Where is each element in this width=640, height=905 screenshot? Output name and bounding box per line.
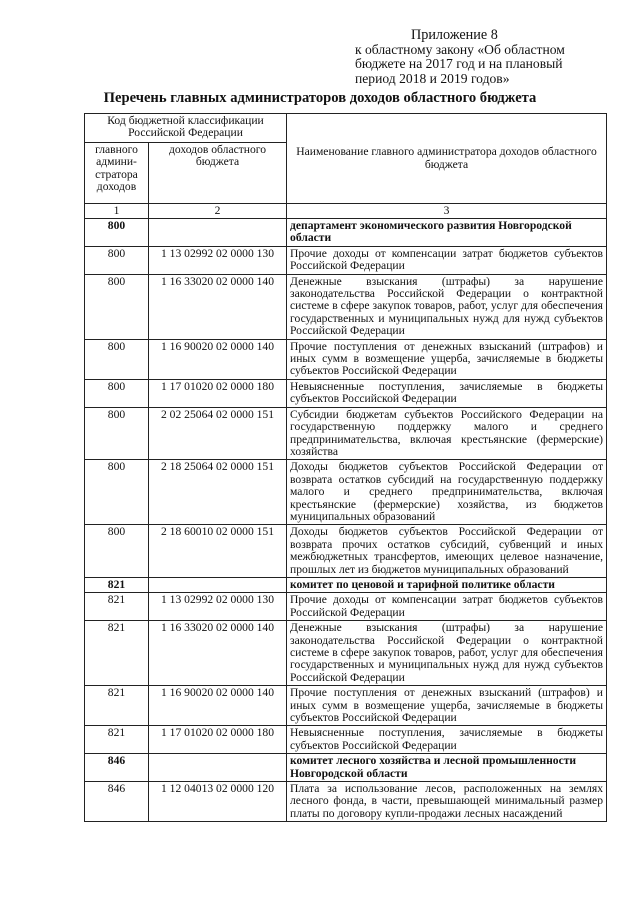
table-row — [85, 621, 607, 686]
income-code-cell: 1 13 02992 02 0000 130 — [149, 246, 287, 274]
income-code-cell — [149, 754, 287, 782]
admin-name-cell: Доходы бюджетов субъектов Российской Федерации от возврата прочих остатков субсидий, субвенций и иных межбюджетных трансфертов, имеющих целевое назначение, прошлых лет из бюджетов муниципальных образований — [287, 525, 607, 578]
table-row — [85, 246, 607, 274]
admin-code-cell: 800 — [85, 246, 149, 274]
kbk-header: Код бюджетной классификации Российской Федерации — [85, 114, 287, 143]
appendix-line: бюджете на 2017 год и на плановый — [355, 56, 563, 71]
income-code-cell: 1 12 04013 02 0000 120 — [149, 782, 287, 822]
admin-code-cell: 821 — [85, 621, 149, 686]
income-code-cell: 1 16 33020 02 0000 140 — [149, 274, 287, 339]
section-row — [85, 219, 607, 247]
admin-name-cell: Прочие поступления от денежных взысканий (штрафов) и иных сумм в возмещение ущерба, зачисляемые в бюджеты субъектов Российской Федерации — [287, 339, 607, 379]
admin-name-cell: Невыясненные поступления, зачисляемые в бюджеты субъектов Российской Федерации — [287, 379, 607, 407]
admin-name-cell: департамент экономического развития Новгородской области — [287, 219, 607, 247]
income-code-header: доходов областного бюджета — [149, 143, 287, 204]
admin-code-cell: 800 — [85, 379, 149, 407]
admin-code-header: главного админи-стратора доходов — [85, 143, 149, 204]
admin-name-cell: Субсидии бюджетам субъектов Российского Федерации на государственную поддержку малого и среднего предпринимательства, включая крестьянские (фермерские) хозяйства — [287, 407, 607, 460]
income-code-cell — [149, 577, 287, 592]
income-code-cell: 1 17 01020 02 0000 180 — [149, 379, 287, 407]
admin-code-cell: 800 — [85, 219, 149, 247]
income-code-cell: 2 18 25064 02 0000 151 — [149, 460, 287, 525]
section-row — [85, 577, 607, 592]
table-row — [85, 726, 607, 754]
admin-name-cell: Прочие доходы от компенсации затрат бюджетов субъектов Российской Федерации — [287, 593, 607, 621]
admin-code-cell: 800 — [85, 407, 149, 460]
appendix-line: Приложение 8 — [411, 27, 498, 43]
admin-name-cell: Доходы бюджетов субъектов Российской Федерации от возврата остатков субсидий на государственную поддержку малого и среднего предпринимательства, включая крестьянские (фермерские) хозяйства, из бюджетов муниципальных образований — [287, 460, 607, 525]
table-row — [85, 379, 607, 407]
admin-code-cell: 800 — [85, 339, 149, 379]
income-code-cell: 1 13 02992 02 0000 130 — [149, 593, 287, 621]
admin-name-cell: Денежные взыскания (штрафы) за нарушение законодательства Российской Федерации о контрактной системе в сфере закупок товаров, работ, услуг для обеспечения государственных и муниципальных нужд для нужд субъектов Российской Федерации — [287, 621, 607, 686]
admin-code-cell: 846 — [85, 754, 149, 782]
income-code-cell: 2 18 60010 02 0000 151 — [149, 525, 287, 578]
admin-name-cell: комитет лесного хозяйства и лесной промышленности Новгородской области — [287, 754, 607, 782]
admin-code-cell: 821 — [85, 593, 149, 621]
admin-code-cell: 800 — [85, 274, 149, 339]
income-code-cell: 1 16 90020 02 0000 140 — [149, 339, 287, 379]
admin-code-cell: 821 — [85, 726, 149, 754]
column-number: 3 — [287, 204, 607, 219]
admin-name-cell: комитет по ценовой и тарифной политике области — [287, 577, 607, 592]
admin-code-cell: 846 — [85, 782, 149, 822]
administrators-table — [84, 113, 607, 822]
appendix-note — [355, 28, 615, 86]
table-row — [85, 686, 607, 726]
admin-name-cell: Прочие доходы от компенсации затрат бюджетов субъектов Российской Федерации — [287, 246, 607, 274]
table-row — [85, 593, 607, 621]
name-header: Наименование главного администратора доходов областного бюджета — [287, 114, 607, 204]
column-number: 2 — [149, 204, 287, 219]
table-row — [85, 274, 607, 339]
table-row — [85, 407, 607, 460]
income-code-cell: 2 02 25064 02 0000 151 — [149, 407, 287, 460]
table-row — [85, 525, 607, 578]
admin-code-cell: 821 — [85, 577, 149, 592]
income-code-cell: 1 16 33020 02 0000 140 — [149, 621, 287, 686]
admin-name-cell: Невыясненные поступления, зачисляемые в бюджеты субъектов Российской Федерации — [287, 726, 607, 754]
income-code-cell — [149, 219, 287, 247]
income-code-cell: 1 16 90020 02 0000 140 — [149, 686, 287, 726]
income-code-cell: 1 17 01020 02 0000 180 — [149, 726, 287, 754]
admin-code-cell: 821 — [85, 686, 149, 726]
column-number: 1 — [85, 204, 149, 219]
admin-code-cell: 800 — [85, 460, 149, 525]
admin-name-cell: Плата за использование лесов, расположенных на землях лесного фонда, в части, превышающей минимальный размер платы по договору купли-продажи лесных насаждений — [287, 782, 607, 822]
admin-name-cell: Денежные взыскания (штрафы) за нарушение законодательства Российской Федерации о контрактной системе в сфере закупок товаров, работ, услуг для обеспечения государственных и муниципальных нужд для нужд субъектов Российской Федерации — [287, 274, 607, 339]
document-title: Перечень главных администраторов доходов областного бюджета — [103, 90, 537, 106]
appendix-line: к областному закону «Об областном — [355, 41, 565, 57]
admin-name-cell: Прочие поступления от денежных взысканий (штрафов) и иных сумм в возмещение ущерба, зачисляемые в бюджеты субъектов Российской Федерации — [287, 686, 607, 726]
table-row — [85, 460, 607, 525]
column-numbers-row — [85, 204, 607, 219]
section-row — [85, 754, 607, 782]
table-row — [85, 339, 607, 379]
table-header-row — [85, 114, 607, 143]
appendix-line: период 2018 и 2019 годов» — [355, 70, 510, 86]
table-row — [85, 782, 607, 822]
admin-code-cell: 800 — [85, 525, 149, 578]
